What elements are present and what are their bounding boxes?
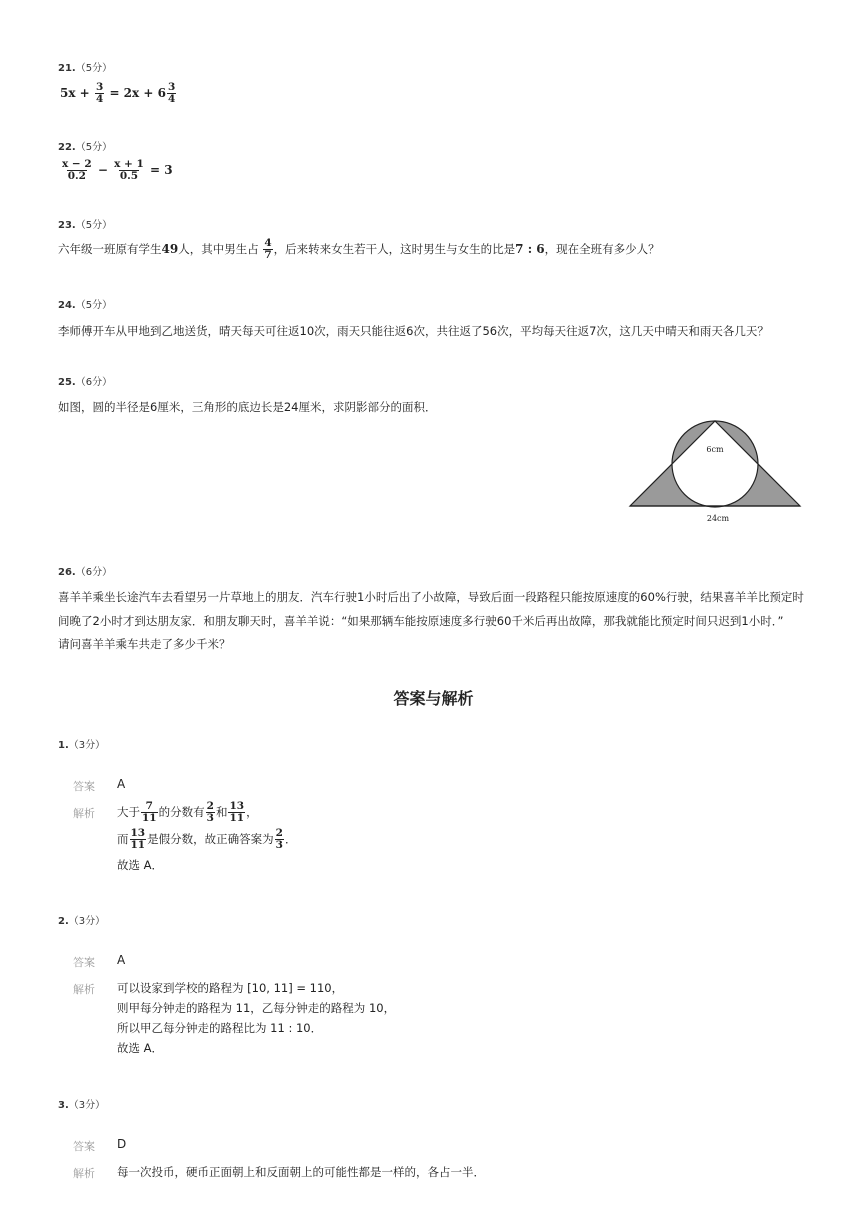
question-26-line3: 请问喜羊羊乘车共走了多少千米？ (58, 637, 231, 651)
answer-1-value: A (117, 777, 126, 791)
analysis-1-label: 解析 (73, 807, 95, 820)
analysis-2-line4: 故选 A． (117, 1041, 164, 1055)
answer-1-label: 答案 (73, 780, 95, 793)
question-25-header: 25.（6分） (58, 377, 113, 388)
analysis-1-line2: 而 $\frac{13}{11}$ 是假分数，故正确答案为 $\frac{2}{3}$ ． (117, 827, 297, 852)
answers-section-title: 答案与解析 (393, 689, 474, 708)
question-24-header: 24.（5分） (58, 300, 113, 311)
analysis-2-line3: 所以甲乙每分钟走的路程比为 11 : 10． (117, 1021, 323, 1035)
question-26-line1: 喜羊羊乘坐长途汽车去看望另一片草地上的朋友．汽车行驶1小时后出了小故障，导致后面一段路程只能按原速度的60%行驶，结果喜羊羊比预定时 (58, 590, 804, 604)
equation-22: $\frac{x - 2}{0.2}$ − $\frac{x + 1}{0.5}$ = 3 (62, 158, 173, 183)
answer-3-header: 3.（3分） (58, 1100, 106, 1111)
equation-21: 5x + $\frac{3}{4}$ = 2x + 6 $\frac{3}{4}$ (60, 81, 176, 106)
radius-label: 6cm (706, 445, 724, 454)
answer-3-label: 答案 (73, 1140, 95, 1153)
question-21-header: 21.（5分） (58, 63, 113, 74)
question-25-text: 如图，圆的半径是6厘米，三角形的底边长是24厘米，求阴影部分的面积． (58, 400, 437, 414)
question-26-line2: 间晚了2小时才到达朋友家．和朋友聊天时，喜羊羊说：“如果那辆车能按原速度多行驶60千米后再出故障，那我就能比预定时间只迟到1小时．” (58, 614, 784, 628)
circle-triangle-figure (620, 412, 810, 530)
analysis-1-line1: 大于 $\frac{7}{11}$ 的分数有 $\frac{2}{3}$ 和 $\frac{13}{11}$ ， (117, 800, 258, 825)
analysis-3-line1: 每一次投币，硬币正面朝上和反面朝上的可能性都是一样的，各占一半． (117, 1165, 485, 1179)
base-label: 24cm (706, 514, 730, 523)
question-26-header: 26.（6分） (58, 567, 113, 578)
analysis-2-label: 解析 (73, 983, 95, 996)
question-22-header: 22.（5分） (58, 142, 113, 153)
answer-3-value: D (117, 1137, 127, 1151)
analysis-2-line2: 则甲每分钟走的路程为 11，乙每分钟走的路程为 10， (117, 1001, 396, 1015)
question-24-text: 李师傅开车从甲地到乙地送货，晴天每天可往返10次，雨天只能往返6次，共往返了56次，平均每天往返7次，这几天中晴天和雨天各几天？ (58, 324, 769, 338)
answer-2-header: 2.（3分） (58, 916, 106, 927)
analysis-1-line3: 故选 A． (117, 858, 164, 872)
question-23-header: 23.（5分） (58, 220, 113, 231)
answer-2-value: A (117, 953, 126, 967)
answer-1-header: 1.（3分） (58, 740, 106, 751)
analysis-2-line1: 可以设家到学校的路程为 [10, 11] = 110， (117, 981, 344, 995)
question-23-text: 六年级一班原有学生49人，其中男生占 $\frac{4}{7}$ ，后来转来女生若干人，这时男生与女生的比是7 : 6，现在全班有多少人？ (58, 237, 660, 262)
analysis-3-label: 解析 (73, 1167, 95, 1180)
answer-2-label: 答案 (73, 956, 95, 969)
